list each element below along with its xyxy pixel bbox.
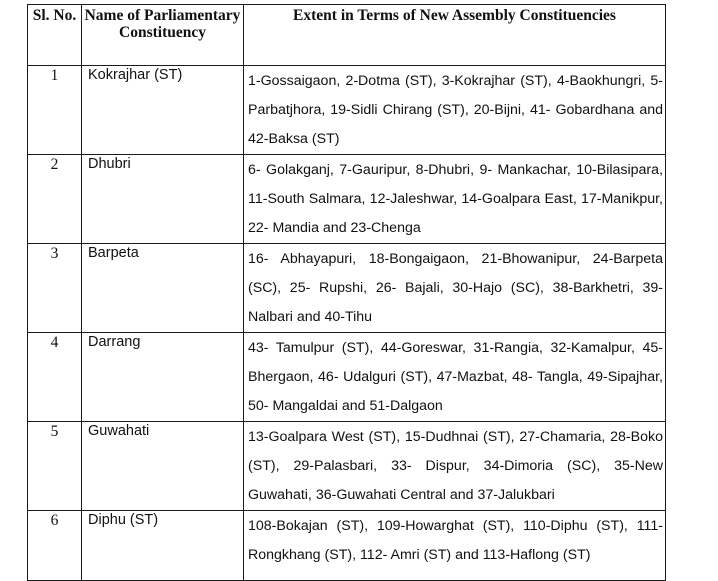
row-constituency-name: Guwahati xyxy=(82,422,244,511)
row-extent: 13-Goalpara West (ST), 15-Dudhnai (ST), 27-Chamaria, 28-Boko (ST), 29-Palasbari, 33- Dispur, 34-Dimoria (SC), 35-New Guwahati, 36-Guwahati Central and 37-Jalukbari xyxy=(244,422,666,511)
row-extent: 1-Gossaigaon, 2-Dotma (ST), 3-Kokrajhar (ST), 4-Baokhungri, 5-Parbatjhora, 19-Sidli Chirang (ST), 20-Bijni, 41- Gobardhana and 42-Baksa (ST) xyxy=(244,66,666,155)
row-extent: 16- Abhayapuri, 18-Bongaigaon, 21-Bhowanipur, 24-Barpeta (SC), 25- Rupshi, 26- Bajali, 30-Hajo (SC), 38-Barkhetri, 39-Nalbari and 40-Tihu xyxy=(244,244,666,333)
row-constituency-name: Darrang xyxy=(82,333,244,422)
row-sl-no: 4 xyxy=(28,333,82,422)
row-sl-no: 6 xyxy=(28,511,82,581)
row-extent: 6- Golakganj, 7-Gauripur, 8-Dhubri, 9- Mankachar, 10-Bilasipara, 11-South Salmara, 12-Jaleshwar, 14-Goalpara East, 17-Manikpur, 22- Mandia and 23-Chenga xyxy=(244,155,666,244)
table-row xyxy=(28,155,666,244)
table-row xyxy=(28,511,666,581)
row-sl-no: 3 xyxy=(28,244,82,333)
row-constituency-name: Barpeta xyxy=(82,244,244,333)
header-extent: Extent in Terms of New Assembly Constituencies xyxy=(244,5,666,66)
row-extent: 43- Tamulpur (ST), 44-Goreswar, 31-Rangia, 32-Kamalpur, 45-Bhergaon, 46- Udalguri (ST), 47-Mazbat, 48- Tangla, 49-Sipajhar, 50- Mangaldai and 51-Dalgaon xyxy=(244,333,666,422)
row-sl-no: 2 xyxy=(28,155,82,244)
row-extent: 108-Bokajan (ST), 109-Howarghat (ST), 110-Diphu (ST), 111-Rongkhang (ST), 112- Amri (ST) and 113-Haflong (ST) xyxy=(244,511,666,581)
table-row xyxy=(28,333,666,422)
row-sl-no: 5 xyxy=(28,422,82,511)
constituency-table xyxy=(27,4,666,581)
row-constituency-name: Dhubri xyxy=(82,155,244,244)
row-sl-no: 1 xyxy=(28,66,82,155)
header-constituency-name: Name of Parliamentary Constituency xyxy=(82,5,244,66)
table-row xyxy=(28,422,666,511)
table-row xyxy=(28,66,666,155)
row-constituency-name: Kokrajhar (ST) xyxy=(82,66,244,155)
table-row xyxy=(28,244,666,333)
header-sl-no: Sl. No. xyxy=(28,5,82,66)
row-constituency-name: Diphu (ST) xyxy=(82,511,244,581)
table-header-row xyxy=(28,5,666,66)
